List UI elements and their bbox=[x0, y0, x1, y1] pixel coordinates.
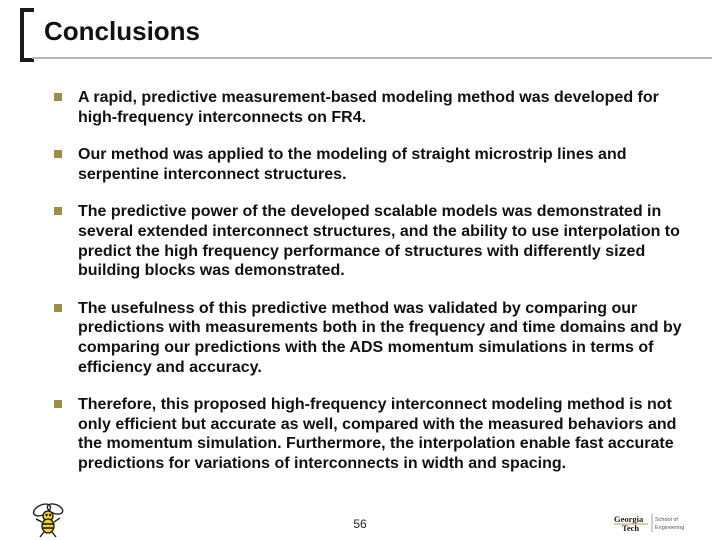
bullet-item bbox=[50, 145, 690, 184]
logo-engineering-text: Engineering bbox=[655, 525, 685, 531]
bullet-list bbox=[50, 88, 690, 492]
logo-school-text: School of bbox=[655, 517, 678, 523]
square-bullet-icon bbox=[54, 93, 62, 101]
bullet-text: The usefulness of this predictive method was validated by comparing our predictions with measurements both in the frequency and time domains and by comparing our predictions with the ADS momentum simulations in terms of efficiency and accuracy. bbox=[78, 299, 682, 376]
bullet-text: A rapid, predictive measurement-based modeling method was developed for high-frequency interconnects on FR4. bbox=[78, 89, 659, 126]
logo-tech-text: Tech bbox=[622, 523, 640, 533]
bullet-item bbox=[50, 299, 690, 377]
bullet-item bbox=[50, 88, 690, 127]
logo-georgia-text: Georgia bbox=[614, 514, 644, 524]
page-number: 56 bbox=[353, 517, 367, 531]
square-bullet-icon bbox=[54, 304, 62, 312]
page-title: Conclusions bbox=[44, 16, 201, 46]
square-bullet-icon bbox=[54, 207, 62, 215]
square-bullet-icon bbox=[54, 150, 62, 158]
bullet-item bbox=[50, 202, 690, 280]
bullet-item bbox=[50, 395, 690, 473]
bullet-text: Our method was applied to the modeling of straight microstrip lines and serpentine interconnect structures. bbox=[78, 146, 627, 183]
yellow-jacket-mascot-icon bbox=[28, 500, 68, 538]
square-bullet-icon bbox=[54, 400, 62, 408]
bullet-text: Therefore, this proposed high-frequency interconnect modeling method is not only efficient but accurate as well, compared with the measured behaviors and the momentum simulation. Furthermore, the interpolation enable fast accurate predictions for variations of interconnects in width and spacing. bbox=[78, 396, 677, 472]
title-bracket bbox=[20, 8, 34, 62]
title-divider bbox=[32, 57, 712, 59]
georgia-tech-logo bbox=[612, 512, 710, 534]
bullet-text: The predictive power of the developed scalable models was demonstrated in several extended interconnect structures, and the ability to use interpolation to predict the high frequency performance of structures with differently sized building blocks was demonstrated. bbox=[78, 203, 680, 280]
